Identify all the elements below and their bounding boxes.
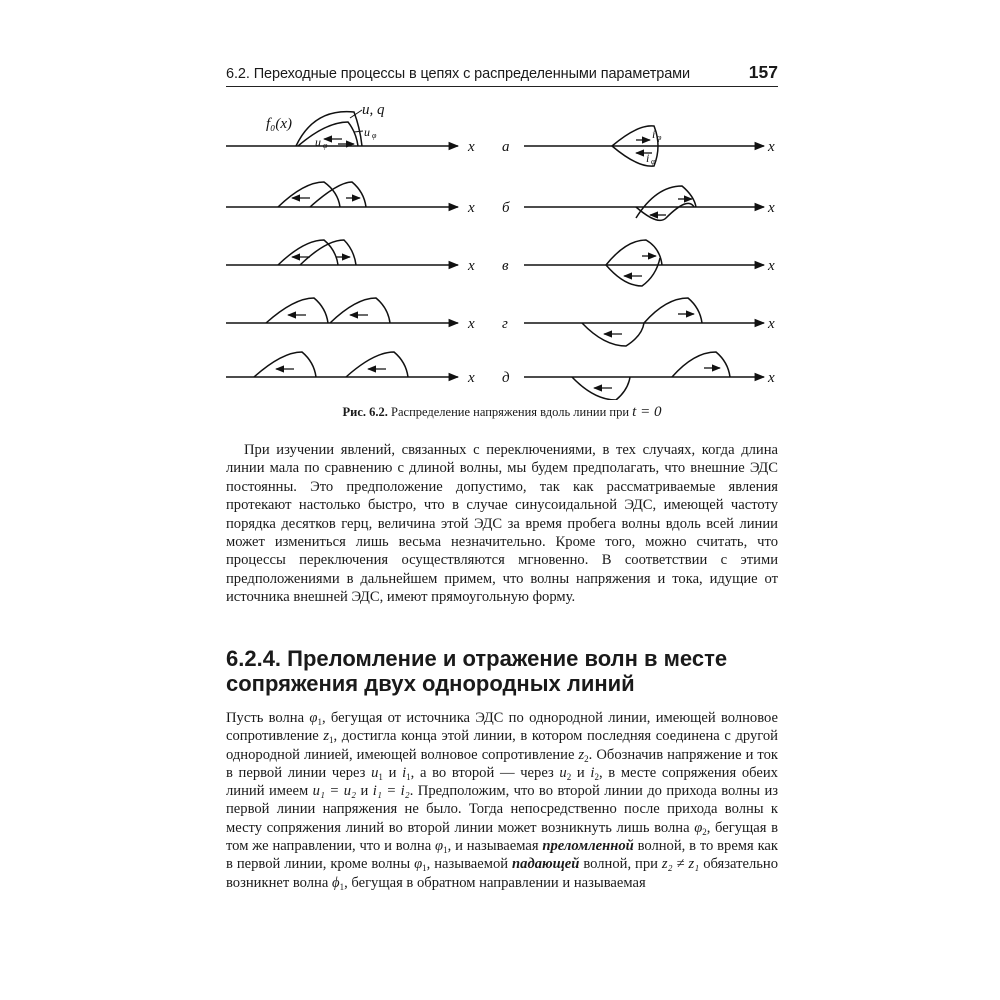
caption-text: Распределение напряжения вдоль линии при xyxy=(391,405,630,419)
label-uq: u, q xyxy=(362,102,385,118)
row-label-b: б xyxy=(502,200,510,216)
running-title: 6.2. Переходные процессы в цепях с распределенными параметрами xyxy=(226,66,691,82)
current-pos-d xyxy=(672,352,730,377)
axis-x-left-g: x xyxy=(468,316,475,332)
paragraph-switching: При изучении явлений, связанных с переключениями, в тех случаях, когда длина линии мала по сравнению с длиной волны, мы будем предполагать, что внешние ЭДС постоянны. Это предположение допустимо, так как рассматриваемые явления протекают настолько быстро, что в случае синусоидальной ЭДС, имеющей частоту порядка десятков герц, величина этой ЭДС за время пробега волны вдоль всей линии может измениться лишь весьма незначительно. Кроме того, можно считать, что процессы переключения осуществляются мгновенно. В соответствии с этими предположениями в дальнейшем примем, что волны напряжения и тока, идущие от источника внешней ЭДС, имеют прямоугольную форму. xyxy=(226,442,778,606)
label-i-phi-1: i xyxy=(652,127,656,141)
label-u-phi-1: u xyxy=(315,135,321,149)
axis-x-right-v: x xyxy=(768,258,775,274)
axis-x-left-b: x xyxy=(468,200,475,216)
current-lower-v xyxy=(606,258,660,286)
wave-forward-g xyxy=(330,298,390,323)
row-label-v: в xyxy=(502,258,509,274)
row-label-a: а xyxy=(502,139,510,155)
axis-x-right-d: x xyxy=(768,370,775,386)
wave-backward-b xyxy=(278,182,340,207)
label-i-phi-2: i xyxy=(646,151,650,165)
svg-text:φ: φ xyxy=(657,133,662,142)
paragraph-refraction: Пусть волна $\varphi_1$, бегущая от источника ЭДС по однородной линии, имеющей волновое сопротивление $z_1$, достигла конца этой линии, в котором последняя соединена с другой однородной линией, имеющей волновое сопротивление $z_2$. Обозначив напряжение и ток в первой линии через $u_1$ и $i_1$, а во второй — через $u_2$ и $i_2$, в месте сопряжения обеих линий имеем u₁ = u₂ и i₁ = i₂. Предположим, что во второй линии до прихода волны из первой линии напряжения не было. Тогда непосредственно после прихода волны к месту сопряжения линий во второй линии может возникнуть лишь волна $\varphi_2$, бегущая в том же направлении, что и волна $\varphi_1$, и называемая преломленной волной, в то время как в первой линии, кроме волны $\varphi_1$, называемой падающей волной, при z₂ ≠ z₁ обязательно возникнет волна $\phi_1$, бегущая в обратном направлении и называемая xyxy=(226,710,779,892)
current-pos-g xyxy=(644,298,702,323)
wave-backward-d xyxy=(254,352,316,377)
figure-caption xyxy=(226,404,778,421)
svg-text:φ: φ xyxy=(323,141,328,150)
svg-text:φ: φ xyxy=(372,131,377,140)
current-upper-v xyxy=(606,240,662,265)
axis-x-right-g: x xyxy=(768,316,775,332)
label-f0: f₀(x) xyxy=(266,116,293,132)
row-label-d: д xyxy=(502,370,510,386)
caption-math: t = 0 xyxy=(632,404,662,420)
axis-x-left-a: x xyxy=(468,139,475,155)
page-number: 157 xyxy=(748,62,778,82)
axis-x-left-v: x xyxy=(468,258,475,274)
axis-x-right-b: x xyxy=(768,200,775,216)
section-title: 6.2.4. Преломление и отражение волн в месте сопряжения двух однородных линий xyxy=(226,646,728,696)
label-u-phi-2: u xyxy=(364,125,370,139)
figure-6-2 xyxy=(226,100,782,400)
wave-forward-d xyxy=(346,352,408,377)
axis-x-right-a: x xyxy=(768,139,775,155)
wave-backward-g xyxy=(266,298,328,323)
wave-forward-b xyxy=(310,182,366,207)
wave-inner xyxy=(298,122,358,146)
axis-x-left-d: x xyxy=(468,370,475,386)
svg-text:φ: φ xyxy=(651,157,656,166)
caption-label: Рис. 6.2. xyxy=(342,405,388,419)
row-label-g: г xyxy=(502,316,508,332)
page-header xyxy=(226,62,778,87)
